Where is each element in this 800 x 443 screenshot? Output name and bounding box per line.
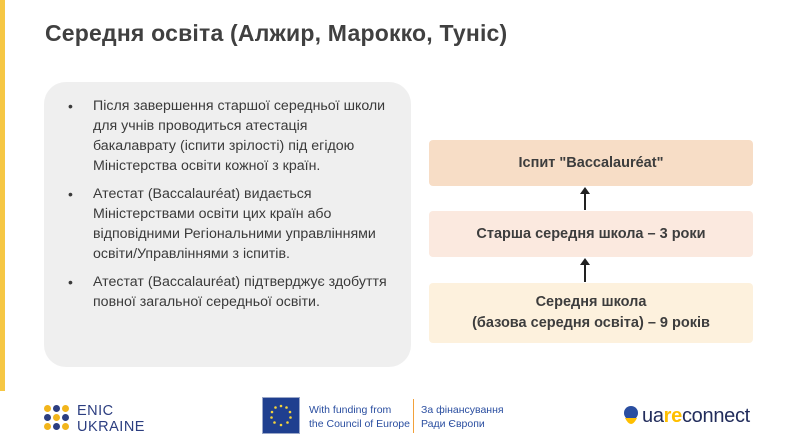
bullet-item <box>66 184 391 264</box>
uareconnect-wordmark <box>642 405 750 428</box>
bullet-panel <box>44 82 411 367</box>
footer <box>0 391 800 443</box>
coe-funding-ua-line2: Ради Європи <box>421 418 485 430</box>
uar-mid: re <box>663 405 682 427</box>
flow-box-senior-label: Старша середня школа – 3 роки <box>476 225 706 242</box>
bullet-dot-icon: • <box>68 274 73 290</box>
coe-divider <box>413 399 414 433</box>
flow-box-exam <box>429 140 753 186</box>
flow-box-basic-label: Середня школа <box>535 294 647 310</box>
bullet-item <box>66 272 391 312</box>
flow-box-senior-school <box>429 211 753 257</box>
bullet-text: Атестат (Baccalauréat) підтверджує здобуття повної загальної середньої освіти. <box>93 274 387 310</box>
bullet-dot-icon: • <box>68 98 73 114</box>
coe-funding-ua-line1: За фінансування <box>421 404 504 416</box>
enic-ukraine-logo <box>44 401 154 437</box>
coe-funding-text-ua <box>421 403 504 431</box>
coe-funding-line2: the Council of Europe <box>309 418 410 430</box>
uar-suffix: connect <box>681 405 750 427</box>
left-accent-bar <box>0 0 5 391</box>
coe-funding-text <box>309 403 410 431</box>
flow-box-exam-label: Іспит "Baccalauréat" <box>518 154 664 171</box>
arrow-up-icon <box>584 264 586 282</box>
uar-prefix: ua <box>642 405 664 427</box>
bullet-list <box>66 96 391 312</box>
enic-dots-icon <box>44 405 70 431</box>
uareconnect-pin-icon <box>622 404 640 430</box>
slide-title: Середня освіта (Алжир, Марокко, Туніс) <box>45 20 508 46</box>
bullet-dot-icon: • <box>68 186 73 202</box>
enic-logo-line2: UKRAINE <box>77 419 145 435</box>
coe-funding-line1: With funding from <box>309 404 392 416</box>
flow-box-basic-school <box>429 283 753 343</box>
enic-logo-line1: ENIC <box>77 403 114 419</box>
bullet-text: Атестат (Baccalauréat) видається Міністерствами освіти цих країн або відповідними Регіональними управліннями освіти/Управліннями з іспитів. <box>93 186 376 262</box>
council-of-europe-flag-icon <box>262 397 300 434</box>
bullet-text: Після завершення старшої середньої школи для учнів проводиться атестація бакалаврату (іспити зрілості) під егідою Міністерства освіти кожної з країн. <box>93 98 386 174</box>
arrow-up-icon <box>584 193 586 210</box>
bullet-item <box>66 96 391 176</box>
flow-box-basic-sublabel: (базова середня освіта) – 9 років <box>472 315 710 331</box>
